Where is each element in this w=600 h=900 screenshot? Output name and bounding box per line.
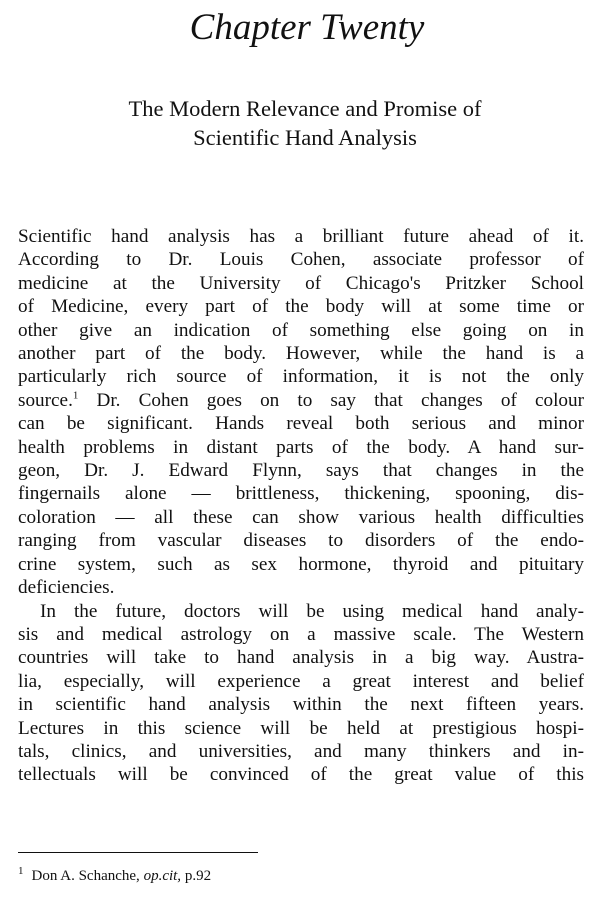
chapter-heading: Chapter Twenty: [189, 7, 425, 48]
footnote-divider: [18, 852, 258, 853]
paragraph-1: [18, 225, 584, 600]
text-line: According to Dr. Louis Cohen, associate professor of: [18, 249, 584, 271]
footnote-marker: 1: [18, 865, 24, 877]
text-line: can be significant. Hands reveal both serious and minor: [18, 413, 584, 435]
text-line: Scientific hand analysis has a brilliant future ahead of it.: [18, 226, 584, 247]
footnote-reference[interactable]: 1: [72, 389, 79, 402]
text-line: countries will take to hand analysis in a big way. Austra-: [18, 647, 584, 669]
footnote-citation: op.cit,: [143, 868, 182, 884]
text-line: another part of the body. However, while the hand is a: [18, 343, 584, 365]
chapter-title-line-2: Scientific Hand Analysis: [193, 125, 417, 150]
text-line: Lectures in this science will be held at prestigious hospi-: [18, 717, 584, 739]
text-line: other give an indication of something else going on in: [18, 319, 584, 341]
text-line-with-footnote: [18, 389, 584, 412]
footnote-page: p.92: [181, 868, 212, 884]
text-line: deficiencies.: [18, 577, 115, 599]
text-line: crine system, such as sex hormone, thyroid and pituitary: [18, 553, 584, 575]
chapter-title-line-1: The Modern Relevance and Promise of: [128, 96, 482, 121]
text-line: tals, clinics, and universities, and many thinkers and in-: [18, 740, 584, 762]
text-fragment: Dr. Cohen goes on to say that changes of colour: [78, 389, 584, 411]
paragraph-2: [18, 600, 584, 787]
chapter-title: [0, 94, 600, 152]
text-line: tellectuals will be convinced of the great value of this: [18, 764, 584, 786]
text-line: fingernails alone — brittleness, thickening, spooning, dis-: [18, 483, 584, 505]
text-line: ranging from vascular diseases to disorders of the endo-: [18, 530, 584, 552]
text-line: medicine at the University of Chicago's Pritzker School: [18, 272, 584, 294]
text-line: In the future, doctors will be using medical hand analy-: [40, 600, 584, 622]
footnote-author: Don A. Schanche,: [31, 868, 144, 884]
body-text: [18, 225, 584, 787]
text-line: health problems in distant parts of the body. A hand sur-: [18, 436, 584, 458]
text-line: coloration — all these can show various health difficulties: [18, 506, 584, 528]
text-line: of Medicine, every part of the body will at some time or: [18, 296, 584, 318]
footnote: [18, 866, 211, 886]
text-line: sis and medical astrology on a massive scale. The Western: [18, 623, 584, 645]
text-line: in scientific hand analysis within the next fifteen years.: [18, 694, 584, 716]
text-fragment: source.: [18, 389, 73, 411]
text-line: lia, especially, will experience a great interest and belief: [18, 670, 584, 692]
text-line: particularly rich source of information, it is not the only: [18, 366, 584, 388]
text-line: geon, Dr. J. Edward Flynn, says that changes in the: [18, 460, 584, 482]
